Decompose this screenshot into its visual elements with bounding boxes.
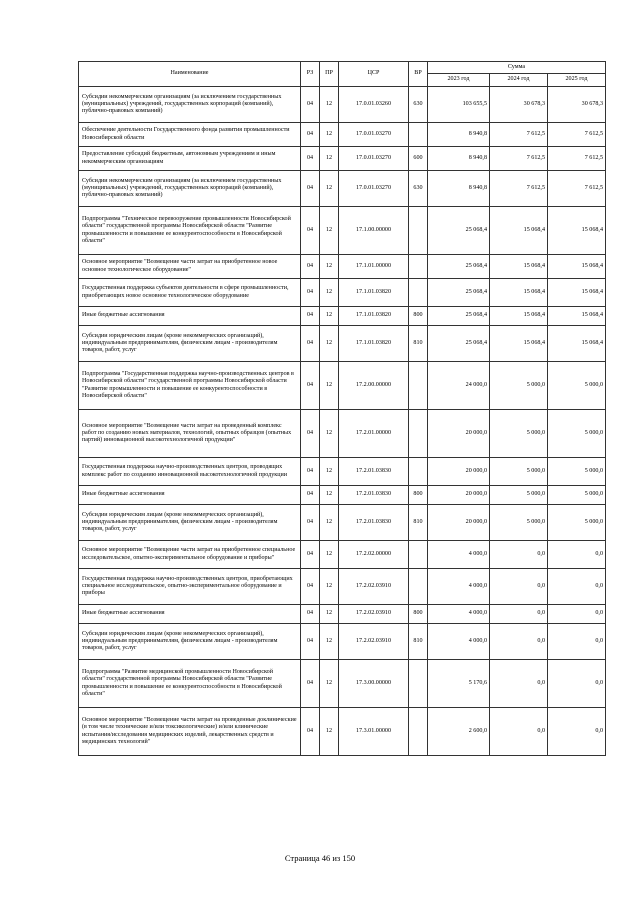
table-row [79,624,606,660]
row-rz-cell: 04 [301,486,320,505]
table-row [79,541,606,569]
budget-table-sheet [78,61,605,756]
row-2023-value: 20 000,0 [428,458,490,486]
row-name-cell: Иные бюджетные ассигнования [79,605,301,624]
row-2025-value: 0,0 [548,541,606,569]
row-2023-value: 4 000,0 [428,624,490,660]
table-body [79,87,606,756]
row-name-cell: Подпрограмма "Развитие медицинской промышленности Новосибирской области" государственной программы Новосибирской области "Развитие промышленности и повышение ее конкурентоспособности в Новосибирской области" [79,660,301,708]
row-pr-cell: 12 [320,123,339,147]
col-pr-header: ПР [320,62,339,87]
row-2023-value: 8 940,8 [428,171,490,207]
row-2024-value: 15 068,4 [490,326,548,362]
row-vr-cell: 810 [409,505,428,541]
row-rz-cell: 04 [301,279,320,307]
row-vr-cell [409,207,428,255]
row-2025-value: 15 068,4 [548,207,606,255]
col-name-header: Наименование [79,62,301,87]
row-csr-cell: 17.0.01.03270 [339,147,409,171]
row-2023-value: 24 000,0 [428,362,490,410]
row-rz-cell: 04 [301,660,320,708]
row-pr-cell: 12 [320,410,339,458]
row-name-cell: Государственная поддержка субъектов деятельности в сфере промышленности, приобретающих новое основное технологическое оборудование [79,279,301,307]
table-row [79,123,606,147]
row-2025-value: 5 000,0 [548,410,606,458]
row-csr-cell: 17.2.01.03830 [339,458,409,486]
row-csr-cell: 17.1.01.03820 [339,326,409,362]
row-csr-cell: 17.1.00.00000 [339,207,409,255]
row-name-cell: Субсидии некоммерческим организациям (за исключением государственных (муниципальных) учреждений, государственных корпораций (компаний), публично-правовых компаний) [79,171,301,207]
row-vr-cell [409,569,428,605]
row-vr-cell: 630 [409,87,428,123]
row-vr-cell: 800 [409,307,428,326]
row-name-cell: Обеспечение деятельности Государственного фонда развития промышленности Новосибирской области [79,123,301,147]
row-2025-value: 0,0 [548,660,606,708]
row-vr-cell [409,458,428,486]
row-2025-value: 0,0 [548,605,606,624]
row-rz-cell: 04 [301,569,320,605]
row-rz-cell: 04 [301,171,320,207]
table-row [79,486,606,505]
row-pr-cell: 12 [320,605,339,624]
row-2023-value: 8 940,8 [428,147,490,171]
table-row [79,410,606,458]
table-row [79,362,606,410]
row-2024-value: 15 068,4 [490,279,548,307]
row-2023-value: 25 068,4 [428,326,490,362]
row-name-cell: Иные бюджетные ассигнования [79,486,301,505]
row-rz-cell: 04 [301,147,320,171]
row-rz-cell: 04 [301,255,320,279]
row-2025-value: 15 068,4 [548,326,606,362]
row-csr-cell: 17.2.01.03830 [339,505,409,541]
row-vr-cell: 630 [409,171,428,207]
row-rz-cell: 04 [301,362,320,410]
row-name-cell: Субсидии юридическим лицам (кроме некоммерческих организаций), индивидуальным предпринимателям, физическим лицам - производителям товаров, работ, услуг [79,505,301,541]
row-2025-value: 30 678,3 [548,87,606,123]
table-row [79,255,606,279]
row-2024-value: 0,0 [490,624,548,660]
row-vr-cell: 800 [409,486,428,505]
row-csr-cell: 17.0.01.03270 [339,171,409,207]
row-2024-value: 0,0 [490,708,548,756]
col-csr-header: ЦСР [339,62,409,87]
col-vr-header: ВР [409,62,428,87]
row-csr-cell: 17.2.02.03910 [339,569,409,605]
row-2023-value: 4 000,0 [428,605,490,624]
row-rz-cell: 04 [301,505,320,541]
row-2023-value: 25 068,4 [428,207,490,255]
row-2023-value: 20 000,0 [428,505,490,541]
table-row [79,605,606,624]
row-2025-value: 0,0 [548,624,606,660]
row-rz-cell: 04 [301,326,320,362]
row-rz-cell: 04 [301,605,320,624]
row-csr-cell: 17.2.02.03910 [339,605,409,624]
row-2025-value: 15 068,4 [548,255,606,279]
row-vr-cell [409,255,428,279]
row-name-cell: Предоставление субсидий бюджетным, автономным учреждениям и иным некоммерческим организациям [79,147,301,171]
row-pr-cell: 12 [320,486,339,505]
row-2025-value: 15 068,4 [548,279,606,307]
row-vr-cell: 600 [409,147,428,171]
table-row [79,326,606,362]
budget-table [78,61,606,756]
row-pr-cell: 12 [320,279,339,307]
row-csr-cell: 17.2.02.03910 [339,624,409,660]
table-row [79,708,606,756]
row-vr-cell [409,362,428,410]
row-rz-cell: 04 [301,458,320,486]
row-pr-cell: 12 [320,171,339,207]
row-2024-value: 15 068,4 [490,307,548,326]
row-2024-value: 5 000,0 [490,362,548,410]
row-2024-value: 5 000,0 [490,410,548,458]
table-row [79,87,606,123]
row-rz-cell: 04 [301,87,320,123]
row-vr-cell: 800 [409,605,428,624]
row-2025-value: 0,0 [548,708,606,756]
row-2025-value: 5 000,0 [548,505,606,541]
row-2024-value: 7 612,5 [490,123,548,147]
row-2024-value: 15 068,4 [490,255,548,279]
table-row [79,147,606,171]
row-pr-cell: 12 [320,207,339,255]
row-csr-cell: 17.2.02.00000 [339,541,409,569]
row-2025-value: 7 612,5 [548,147,606,171]
row-rz-cell: 04 [301,541,320,569]
row-rz-cell: 04 [301,708,320,756]
row-csr-cell: 17.2.01.00000 [339,410,409,458]
row-name-cell: Основное мероприятие "Возмещение части затрат на приобретенное новое основное технологическое оборудование" [79,255,301,279]
row-csr-cell: 17.0.01.03260 [339,87,409,123]
table-row [79,307,606,326]
row-pr-cell: 12 [320,708,339,756]
row-name-cell: Подпрограмма "Техническое перевооружение промышленности Новосибирской области" государственной программы Новосибирской области "Развитие промышленности и повышение ее конкурентоспособности в Новосибирской области" [79,207,301,255]
table-row [79,569,606,605]
header-row-top [79,62,606,74]
row-vr-cell: 810 [409,326,428,362]
row-rz-cell: 04 [301,307,320,326]
row-2025-value: 7 612,5 [548,171,606,207]
row-name-cell: Субсидии некоммерческим организациям (за исключением государственных (муниципальных) учреждений, государственных корпораций (компаний), публично-правовых компаний) [79,87,301,123]
row-pr-cell: 12 [320,569,339,605]
row-pr-cell: 12 [320,624,339,660]
row-rz-cell: 04 [301,410,320,458]
col-rz-header: РЗ [301,62,320,87]
row-pr-cell: 12 [320,660,339,708]
table-row [79,279,606,307]
row-2023-value: 25 068,4 [428,279,490,307]
row-name-cell: Основное мероприятие "Возмещение части затрат на приобретенное специальное исследовательское, опытно-экспериментальное оборудование и приборы" [79,541,301,569]
row-csr-cell: 17.0.01.03270 [339,123,409,147]
row-2024-value: 0,0 [490,605,548,624]
table-row [79,660,606,708]
row-csr-cell: 17.3.01.00000 [339,708,409,756]
row-2023-value: 8 940,8 [428,123,490,147]
row-2023-value: 103 655,5 [428,87,490,123]
row-vr-cell [409,123,428,147]
row-2024-value: 0,0 [490,541,548,569]
row-2025-value: 7 612,5 [548,123,606,147]
row-name-cell: Государственная поддержка научно-производственных центров, приобретающих специальное исследовательское, опытно-экспериментальное оборудование и приборы [79,569,301,605]
row-pr-cell: 12 [320,505,339,541]
row-csr-cell: 17.1.01.03820 [339,307,409,326]
row-pr-cell: 12 [320,147,339,171]
row-2025-value: 15 068,4 [548,307,606,326]
page-number: Страница 46 из 150 [284,853,356,863]
row-pr-cell: 12 [320,255,339,279]
row-csr-cell: 17.3.00.00000 [339,660,409,708]
row-vr-cell: 810 [409,624,428,660]
row-vr-cell [409,279,428,307]
row-vr-cell [409,708,428,756]
row-name-cell: Подпрограмма "Государственная поддержка научно-производственных центров в Новосибирской области" государственной программы Новосибирской области "Развитие промышленности и повышение ее конкурентоспособности в Новосибирской области" [79,362,301,410]
row-2024-value: 7 612,5 [490,171,548,207]
row-csr-cell: 17.2.01.03830 [339,486,409,505]
row-2025-value: 0,0 [548,569,606,605]
row-name-cell: Основное мероприятие "Возмещение части затрат на проведенный комплекс работ по созданию новых материалов, технологий, опытных образцов (опытных партий) инновационной высокотехнологичной продукции" [79,410,301,458]
row-pr-cell: 12 [320,458,339,486]
row-2023-value: 2 600,0 [428,708,490,756]
row-pr-cell: 12 [320,326,339,362]
table-row [79,458,606,486]
row-2024-value: 0,0 [490,569,548,605]
row-2024-value: 30 678,3 [490,87,548,123]
col-year-2024-header: 2024 год [490,74,548,87]
row-csr-cell: 17.1.01.03820 [339,279,409,307]
row-vr-cell [409,410,428,458]
row-2024-value: 15 068,4 [490,207,548,255]
table-row [79,207,606,255]
row-2024-value: 5 000,0 [490,486,548,505]
row-name-cell: Субсидии юридическим лицам (кроме некоммерческих организаций), индивидуальным предпринимателям, физическим лицам - производителям товаров, работ, услуг [79,624,301,660]
row-csr-cell: 17.1.01.00000 [339,255,409,279]
table-row [79,171,606,207]
row-pr-cell: 12 [320,541,339,569]
row-2023-value: 4 000,0 [428,541,490,569]
row-rz-cell: 04 [301,207,320,255]
row-name-cell: Основное мероприятие "Возмещение части затрат на проведенные доклинические (в том числе технические и/или токсикологические) и/или клинические испытания/исследования медицинских изделий, лекарственных средств и медицинских технологий" [79,708,301,756]
row-2023-value: 4 000,0 [428,569,490,605]
row-name-cell: Иные бюджетные ассигнования [79,307,301,326]
row-2023-value: 20 000,0 [428,410,490,458]
row-pr-cell: 12 [320,362,339,410]
table-row [79,505,606,541]
row-2023-value: 25 068,4 [428,307,490,326]
row-rz-cell: 04 [301,624,320,660]
row-2025-value: 5 000,0 [548,486,606,505]
row-name-cell: Государственная поддержка научно-производственных центров, проводящих комплекс работ по созданию инновационной высокотехнологичной продукции [79,458,301,486]
col-sum-header: Сумма [428,62,606,74]
col-year-2023-header: 2023 год [428,74,490,87]
col-year-2025-header: 2025 год [548,74,606,87]
row-2024-value: 5 000,0 [490,505,548,541]
row-2025-value: 5 000,0 [548,458,606,486]
row-pr-cell: 12 [320,87,339,123]
row-2023-value: 5 170,6 [428,660,490,708]
row-csr-cell: 17.2.00.00000 [339,362,409,410]
row-vr-cell [409,541,428,569]
row-rz-cell: 04 [301,123,320,147]
row-2023-value: 25 068,4 [428,255,490,279]
row-pr-cell: 12 [320,307,339,326]
row-2024-value: 0,0 [490,660,548,708]
row-2023-value: 20 000,0 [428,486,490,505]
row-name-cell: Субсидии юридическим лицам (кроме некоммерческих организаций), индивидуальным предпринимателям, физическим лицам - производителям товаров, работ, услуг [79,326,301,362]
row-2025-value: 5 000,0 [548,362,606,410]
row-vr-cell [409,660,428,708]
row-2024-value: 7 612,5 [490,147,548,171]
row-2024-value: 5 000,0 [490,458,548,486]
